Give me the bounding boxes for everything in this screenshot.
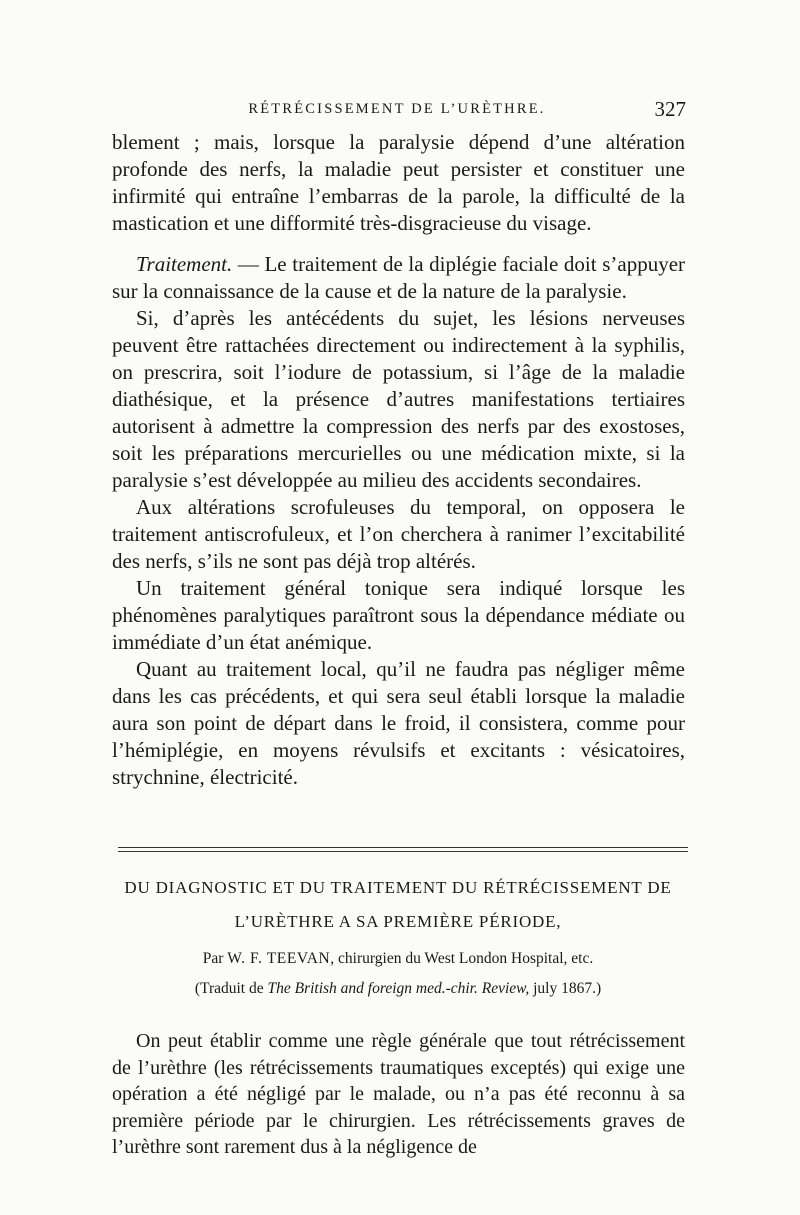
translation-source: [108, 980, 688, 998]
paragraph: Aux altérations scrofuleuses du temporal, on opposera le traitement antiscrofuleux, et l’on cherchera à ranimer l’excitabilité des nerfs, s’ils ne sont pas déjà trop altérés.: [112, 495, 685, 573]
paragraph: Quant au traitement local, qu’il ne faudra pas négliger même dans les cas précédents, et qui sera seul établi lorsque la maladie aura son point de départ dans le froid, il consistera, comme pour l’hémiplégie, en moyens révulsifs et excitants : vésicatoires, strychnine, électricité.: [112, 657, 685, 789]
paragraph: Si, d’après les antécédents du sujet, les lésions nerveuses peuvent être rattachées directement ou indirectement à la syphilis, on prescrira, soit l’iodure de potassium, si l’âge de la maladie diathésique, et la présence d’autres manifestations tertiaires autorisent à admettre la compression des nerfs par des exostoses, soit les préparations mercurielles ou une médication mixte, si la paralysie s’est développée au milieu des accidents secondaires.: [112, 306, 685, 492]
section-title-line-2: L’URÈTHRE A SA PREMIÈRE PÉRIODE,: [234, 912, 562, 931]
paragraph-traitement: [112, 251, 685, 305]
byline-affiliation: , chirurgien du West London Hospital, etc.: [330, 950, 594, 967]
author-byline: [108, 950, 688, 968]
paragraph: On peut établir comme une règle générale que tout rétrécissement de l’urèthre (les rétrécissements traumatiques exceptés) qui exige une opération a été négligé par le malade, ou n’a pas été reconnu à sa première période par le chirurgien. Les rétrécissements graves de l’urèthre sont rarement dus à la négligence de: [112, 1030, 685, 1158]
running-header: [108, 97, 686, 125]
section-rule-bottom: [118, 851, 688, 852]
traitement-label: Traitement.: [136, 252, 233, 276]
section-body-text: [112, 1028, 685, 1161]
source-prefix: (Traduit de: [194, 980, 264, 997]
paragraph-text: — Le traitement de la diplégie faciale doit s’appuyer sur la connaissance de la cause et de la nature de la paralysie.: [112, 252, 686, 303]
paragraph: Un traitement général tonique sera indiqué lorsque les phénomènes paralytiques paraîtront sous la dépendance médiate ou immédiate d’un état anémique.: [112, 576, 685, 654]
source-journal: The British and foreign med.-chir. Review,: [267, 980, 530, 997]
byline-prefix: Par: [202, 950, 224, 967]
page-number: 327: [654, 97, 686, 121]
byline-author: W. F. TEEVAN: [227, 950, 331, 967]
source-date: july 1867.): [533, 980, 602, 997]
body-text: [112, 129, 685, 791]
paragraph: blement ; mais, lorsque la paralysie dépend d’une altération profonde des nerfs, la maladie peut persister et constituer une infirmité qui entraîne l’embarras de la parole, la difficulté de la mastication et une difformité très-disgracieuse du visage.: [112, 130, 685, 235]
section-title-line-1: DU DIAGNOSTIC ET DU TRAITEMENT DU RÉTRÉCISSEMENT DE: [124, 878, 672, 897]
running-title: RÉTRÉCISSEMENT DE L’URÈTHRE.: [248, 101, 546, 117]
section-rule-top: [118, 847, 688, 848]
